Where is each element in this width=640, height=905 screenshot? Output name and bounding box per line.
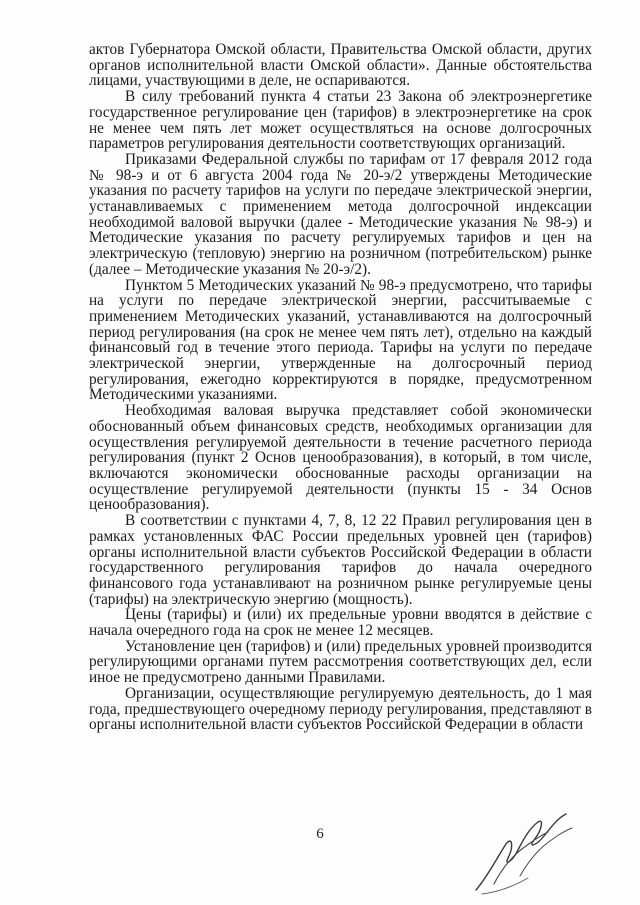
paragraph-2: В силу требований пункта 4 статьи 23 Закона об электроэнергетике государственное регулирование цен (тарифов) в электроэнергетике на срок не менее чем пять лет может осуществляться на основе долгосрочных параметров регулирования деятельности соответствующих организаций. bbox=[89, 88, 592, 153]
signature-image bbox=[468, 806, 578, 898]
paragraph-5: Необходимая валовая выручка представляет собой экономически обоснованный объем финансовых средств, необходимых организации для осуществления регулируемой деятельности в течение расчетного периода регулирования (пункт 2 Основ ценообразования), в который, в том числе, включаются экономически обоснованные расходы организации на осуществление регулируемой деятельности (пункты 15 - 34 Основ ценообразования). bbox=[89, 402, 592, 514]
paragraph-6: В соответствии с пунктами 4, 7, 8, 12 22 Правил регулирования цен в рамках установленных ФАС России предельных уровней цен (тарифов) органы исполнительной власти субъектов Российской Федерации в области государственного регулирования тарифов до начала очередного финансового года устанавливают на розничном рынке регулируемые цены (тарифы) на электрическую энергию (мощность). bbox=[89, 512, 592, 608]
paragraph-9: Организации, осуществляющие регулируемую деятельность, до 1 мая года, предшествующего очередному периоду регулирования, представляют в органы исполнительной власти субъектов Российской Федерации в области bbox=[89, 684, 592, 734]
paragraph-1: актов Губернатора Омской области, Правительства Омской области, других органов исполнительной власти Омской области». Данные обстоятельства лицами, участвующими в деле, не оспариваются. bbox=[89, 41, 592, 90]
paragraph-3: Приказами Федеральной службы по тарифам от 17 февраля 2012 года № 98-э и от 6 августа 2004 года № 20-э/2 утверждены Методические указания по расчету тарифов на услуги по передаче электрической энергии, устанавливаемых с применением метода долгосрочной индексации необходимой валовой выручки (далее - Методические указания № 98-э) и Методические указания по расчету регулируемых тарифов и цен на электрическую (тепловую) энергию на розничном (потребительском) рынке (далее – Методические указания № 20-э/2). bbox=[89, 150, 592, 278]
paragraph-8: Установление цен (тарифов) и (или) предельных уровней производится регулирующими органами путем рассмотрения соответствующих дел, если иное не предусмотрено данными Правилами. bbox=[89, 637, 592, 687]
paragraph-7: Цены (тарифы) и (или) их предельные уровни вводятся в действие с начала очередного года на срок не менее 12 месяцев. bbox=[89, 606, 592, 640]
page-number: 6 bbox=[316, 826, 324, 842]
paragraph-4: Пунктом 5 Методических указаний № 98-э предусмотрено, что тарифы на услуги по передаче электрической энергии, рассчитываемые с применением Методических указаний, устанавливаются на долгосрочный период регулирования (на срок не менее чем пять лет), отдельно на каждый финансовый год в течение этого периода. Тарифы на услуги по передаче электрической энергии, утвержденные на долгосрочный период регулирования, ежегодно корректируются в порядке, предусмотренном Методическими указаниями. bbox=[89, 276, 592, 404]
document-body bbox=[89, 42, 592, 733]
